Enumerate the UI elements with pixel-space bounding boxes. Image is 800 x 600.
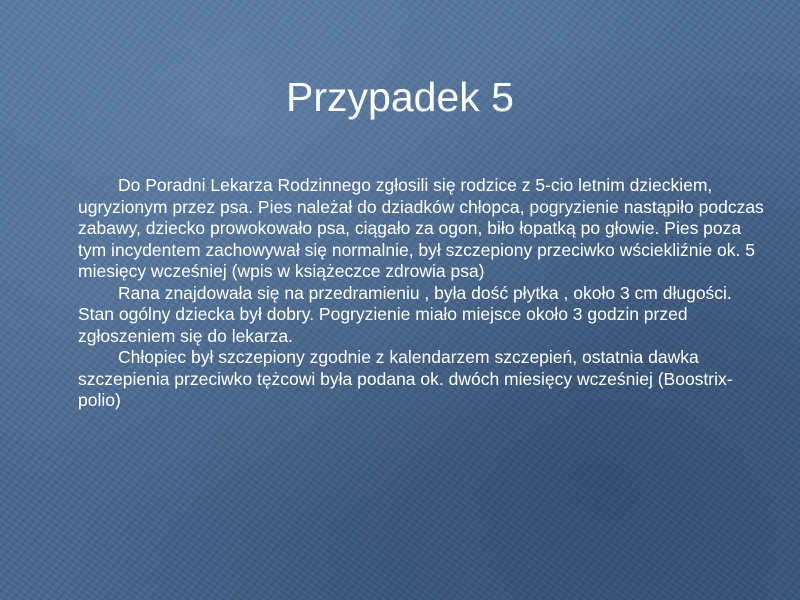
slide-title: Przypadek 5 [286, 74, 514, 120]
paragraph-case-history: Do Poradni Lekarza Rodzinnego zgłosili się rodzice z 5-cio letnim dzieckiem, ugryzionym przez psa. Pies należał do dziadków chłopca, pogryzienie nastąpiło podczas zabawy, dziecko prowokowało psa, ciągało za ogon, biło łopatką po głowie. Pies poza tym incydentem zachowywał się normalnie, był szczepiony przeciwko wściekliźnie ok. 5 miesięcy wcześniej (wpis w książeczce zdrowia psa) [78, 175, 764, 281]
slide-body [78, 175, 768, 412]
paragraph-wound-description: Rana znajdowała się na przedramieniu , była dość płytka , około 3 cm długości. Stan ogólny dziecka był dobry. Pogryzienie miało miejsce około 3 godzin przed zgłoszeniem się do lekarza. [78, 282, 732, 346]
paragraph-vaccination-status: Chłopiec był szczepiony zgodnie z kalendarzem szczepień, ostatnia dawka szczepienia przeciwko tężcowi była podana ok. dwóch miesięcy wcześniej (Boostrix-polio) [78, 347, 733, 410]
